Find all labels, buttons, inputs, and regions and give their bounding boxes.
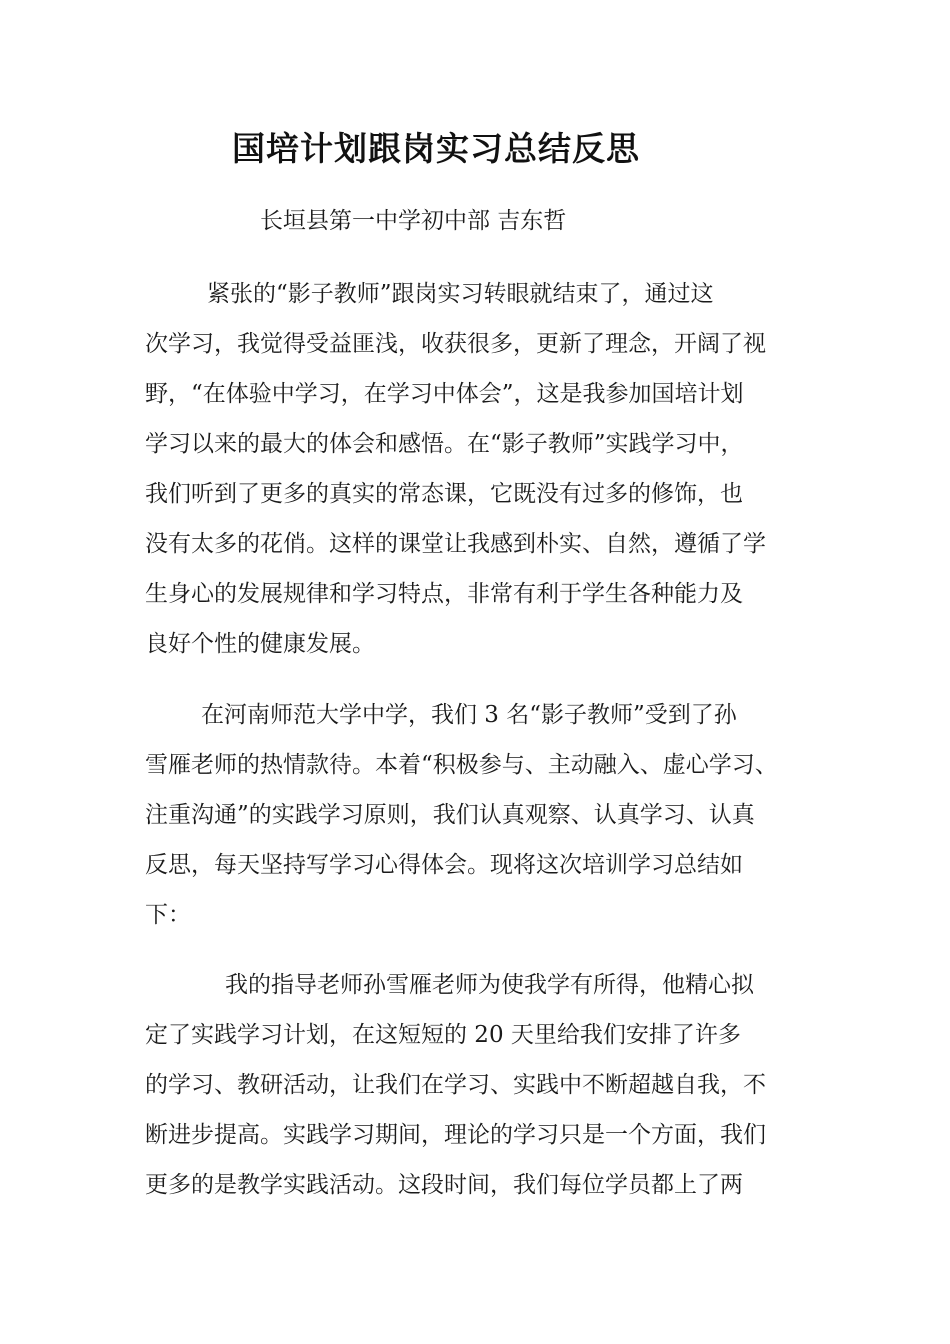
paragraph-line: 的学习、教研活动，让我们在学习、实践中不断超越自我，不 [145,1072,766,1098]
paragraph-line: 良好个性的健康发展。 [145,631,375,657]
paragraph-1 [145,269,825,669]
paragraph-line: 更多的是教学实践活动。这段时间，我们每位学员都上了两 [145,1172,743,1198]
paragraph-line: 没有太多的花俏。这样的课堂让我感到朴实、自然，遵循了学 [145,531,766,557]
paragraph-line: 下： [145,902,191,928]
paragraph-line: 我的指导老师孙雪雁老师为使我学有所得，他精心拟 [225,972,754,998]
paragraph-line: 我们听到了更多的真实的常态课，它既没有过多的修饰，也 [145,481,743,507]
paragraph-line: 野，“在体验中学习，在学习中体会”，这是我参加国培计划 [145,381,744,407]
document-author: 长垣县第一中学初中部 吉东哲 [260,208,567,234]
paragraph-line: 次学习，我觉得受益匪浅，收获很多，更新了理念，开阔了视 [145,331,766,357]
paragraph-line: 雪雁老师的热情款待。本着“积极参与、主动融入、虚心学习、 [145,752,778,778]
paragraph-line: 在河南师范大学中学，我们 3 名“影子教师”受到了孙 [201,702,737,728]
paragraph-line: 定了实践学习计划，在这短短的 20 天里给我们安排了许多 [145,1022,741,1048]
paragraph-line: 生身心的发展规律和学习特点，非常有利于学生各种能力及 [145,581,743,607]
paragraph-line: 反思，每天坚持写学习心得体会。现将这次培训学习总结如 [145,852,743,878]
paragraph-2 [145,690,825,940]
paragraph-line: 学习以来的最大的体会和感悟。在“影子教师”实践学习中， [145,431,744,457]
paragraph-line: 断进步提高。实践学习期间，理论的学习只是一个方面，我们 [145,1122,766,1148]
document-title: 国培计划跟岗实习总结反思 [232,129,640,168]
paragraph-line: 注重沟通”的实践学习原则，我们认真观察、认真学习、认真 [145,802,755,828]
paragraph-line: 紧张的“影子教师”跟岗实习转眼就结束了，通过这 [207,281,714,307]
paragraph-3 [145,960,825,1210]
